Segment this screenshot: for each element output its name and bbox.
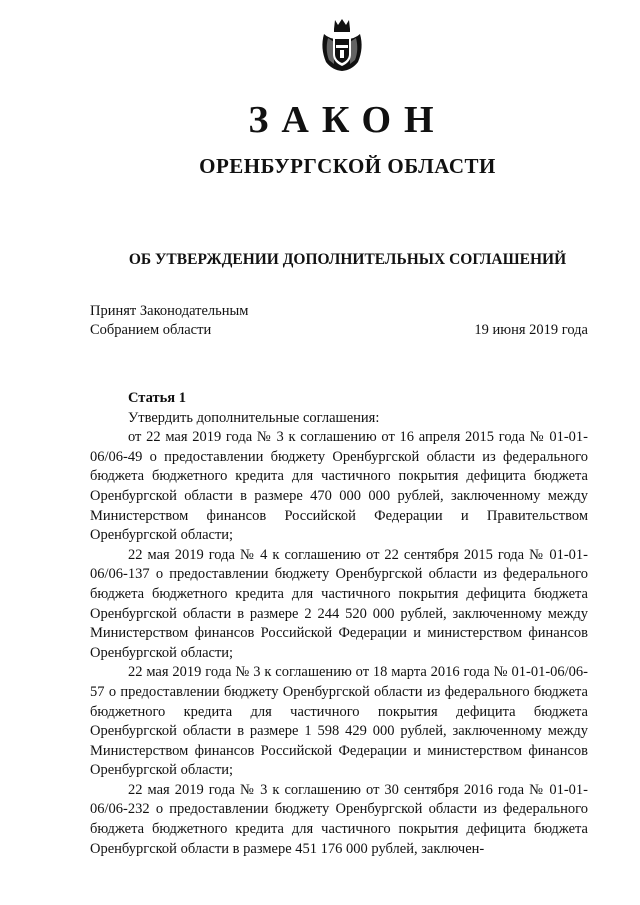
article-title: Статья 1	[128, 390, 186, 406]
agreement-paragraph: 22 мая 2019 года № 4 к соглашению от 22 сентября 2015 года № 01-01-06/06-137 о предоставлении бюджету Оренбургской области из федерального бюджета бюджетного кредита для частичного покрытия дефицита бюджета Оренбургской области в размере 2 244 520 000 рублей, заключенному между Министерством финансов Российской Федерации и министерством финансов Оренбургской области;	[90, 546, 588, 661]
article-intro: Утвердить дополнительные соглашения:	[128, 409, 380, 426]
law-region: ОРЕНБУРГСКОЙ ОБЛАСТИ	[199, 154, 496, 178]
adoption-note	[90, 302, 248, 340]
agreement-paragraph: от 22 мая 2019 года № 3 к соглашению от 16 апреля 2015 года № 01-01-06/06-49 о предоставлении бюджету Оренбургской области из федерального бюджета бюджетного кредита для частичного покрытия дефицита бюджета Оренбургской области в размере 470 000 000 рублей, заключенному между Министерством финансов Российской Федерации и Правительством Оренбургской области;	[90, 429, 588, 544]
agreement-paragraph: 22 мая 2019 года № 3 к соглашению от 30 сентября 2016 года № 01-01-06/06-232 о предоставлении бюджету Оренбургской области из федерального бюджета бюджетного кредита для частичного покрытия дефицита бюджета Оренбургской области в размере 451 176 000 рублей, заключен-	[90, 781, 588, 857]
agreement-paragraph: 22 мая 2019 года № 3 к соглашению от 18 марта 2016 года № 01-01-06/06-57 о предоставлении бюджету Оренбургской области из федерального бюджета бюджетного кредита для частичного покрытия дефицита бюджета Оренбургской области в размере 1 598 429 000 рублей, заключенному между Министерством финансов Российской Федерации и министерством финансов Оренбургской области;	[90, 664, 588, 779]
document-heading: ОБ УТВЕРЖДЕНИИ ДОПОЛНИТЕЛЬНЫХ СОГЛАШЕНИЙ	[128, 251, 567, 268]
law-title: ЗАКОН	[248, 99, 447, 141]
adoption-line-2: Собранием области	[90, 322, 212, 338]
adoption-date: 19 июня 2019 года	[474, 322, 588, 338]
article-body	[90, 389, 588, 859]
coat-of-arms-icon	[318, 18, 366, 72]
adoption-line-1: Принят Законодательным	[90, 303, 249, 319]
